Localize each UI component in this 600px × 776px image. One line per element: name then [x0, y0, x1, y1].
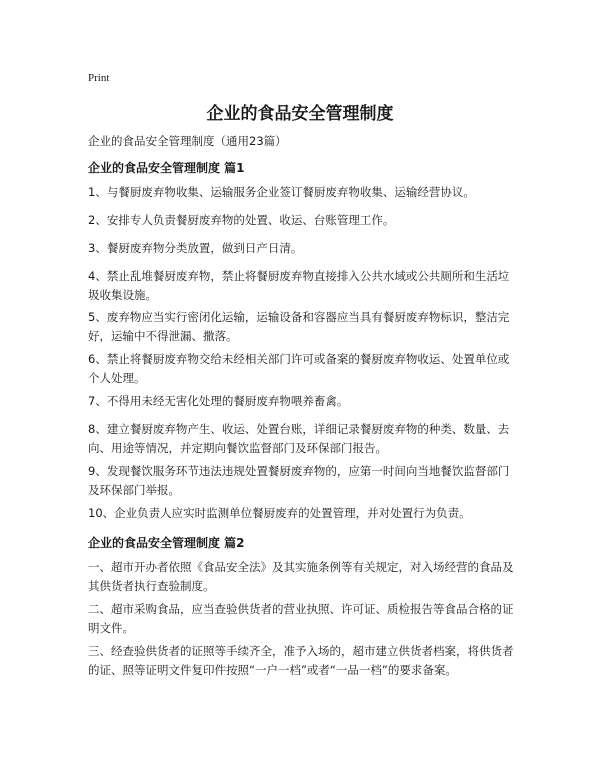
- paragraph: 4、禁止乱堆餐厨废弃物，禁止将餐厨废弃物直接排入公共水域或公共厕所和生活垃圾收集设施。: [88, 269, 510, 302]
- section-heading-2: 企业的食品安全管理制度 篇2: [88, 536, 245, 550]
- paragraph: 9、发现餐饮服务环节违法违规处置餐厨废弃物的，应第一时间向当地餐饮监督部门及环保部门举报。: [88, 464, 510, 497]
- paragraph: 7、不得用未经无害化处理的餐厨废弃物喂养畜禽。: [88, 394, 349, 408]
- paragraph: 2、安排专人负责餐厨废弃物的处置、收运、台账管理工作。: [88, 213, 395, 227]
- paragraph: 6、禁止将餐厨废弃物交给未经相关部门许可或备案的餐厨废弃物收运、处置单位或个人处理。: [88, 352, 510, 385]
- paragraph: 二、超市采购食品，应当查验供货者的营业执照、许可证、质检报告等食品合格的证明文件。: [88, 602, 514, 635]
- paragraph: 一、超市开办者依照《食品安全法》及其实施条例等有关规定，对入场经营的食品及其供货者执行查验制度。: [88, 560, 514, 593]
- paragraph: 8、建立餐厨废弃物产生、收运、处置台账，详细记录餐厨废弃物的种类、数量、去向、用途等情况，并定期向餐饮监督部门及环保部门报告。: [88, 422, 510, 455]
- paragraph: 三、经查验供货者的证照等手续齐全，准予入场的，超市建立供货者档案，将供货者的证、照等证明文件复印件按照“一户一档”或者“一品一档”的要求备案。: [88, 644, 514, 677]
- paragraph: 10、企业负责人应实时监测单位餐厨废弃的处置管理，并对处置行为负责。: [88, 506, 471, 520]
- print-link[interactable]: Print: [88, 72, 110, 84]
- document-subtitle: 企业的食品安全管理制度（通用23篇）: [88, 134, 287, 148]
- section-heading-1: 企业的食品安全管理制度 篇1: [88, 161, 245, 175]
- paragraph: 3、餐厨废弃物分类放置，做到日产日清。: [88, 241, 303, 255]
- paragraph: 5、废弃物应当实行密闭化运输，运输设备和容器应当具有餐厨废弃物标识，整洁完好，运输中不得泄漏、撒落。: [88, 310, 510, 343]
- paragraph: 1、与餐厨废弃物收集、运输服务企业签订餐厨废弃物收集、运输经营协议。: [88, 185, 475, 199]
- page-title: 企业的食品安全管理制度: [206, 104, 394, 124]
